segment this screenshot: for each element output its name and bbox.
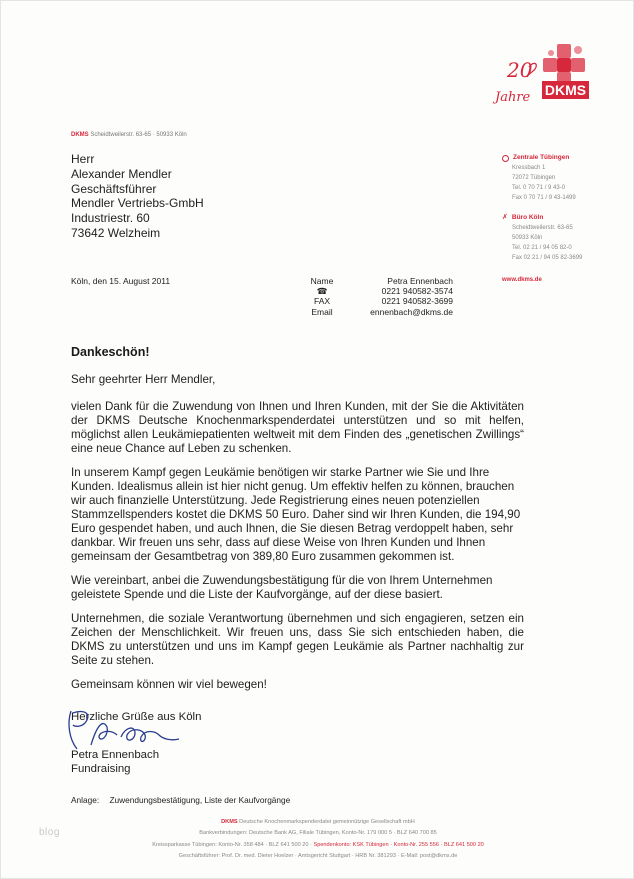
body-paragraph: vielen Dank für die Zuwendung von Ihnen und Ihren Kunden, mit der Sie die Aktivitäten der DKMS Deutsche Knochenmarkspenderdatei unterstützen und so mit helfen, möglichst allen Leukämiepatienten weltweit mit dem Finden des „genetischen Zwillings“ eine neue Chance auf Leben zu schenken. <box>71 400 524 455</box>
recipient-line: Herr <box>71 152 95 166</box>
office-koeln-details: Scheidtweilerstr. 63-65 50933 Köln Tel. 02 21 / 94 05 82-0 Fax 02 21 / 94 05 82-3699 <box>512 225 583 261</box>
salutation: Sehr geehrter Herr Mendler, <box>71 373 216 386</box>
body-paragraph: Unternehmen, die soziale Verantwortung übernehmen und sich engagieren, setzen ein Zeichen der Menschlichkeit. Wir freuen uns, dass Sie sich entschieden haben, die DKMS zu unterstützen und uns im Kampf gegen Leukämie als Partner nachhaltig zur Seite zu stehen. <box>71 612 524 667</box>
dkms-logo <box>489 41 599 111</box>
body-paragraph: Wie vereinbart, anbei die Zuwendungsbestätigung für die von Ihrem Unternehmen geleistete Spende und die Liste der Kaufvorgänge, auf der diese basiert. <box>71 574 493 601</box>
sender-return-address <box>71 132 187 138</box>
recipient-line: Mendler Vertriebs-GmbH <box>71 196 204 211</box>
contact-email[interactable]: ennenbach@dkms.de <box>370 306 453 317</box>
office-addresses <box>502 153 612 285</box>
footer-org: DKMS Deutsche Knochenmarkspenderdatei gemeinnützige Gesellschaft mbH <box>221 819 415 825</box>
recipient-line: Industriestr. 60 <box>71 211 150 226</box>
office-tuebingen-heading: Zentrale Tübingen <box>502 153 612 163</box>
footer-management-line: Geschäftsführer: Prof. Dr. med. Dieter Hoelzer · Amtsgericht Stuttgart · HRB Nr. 381293 · E-Mail: post@dkms.de <box>178 852 458 859</box>
circle-icon <box>502 155 509 162</box>
contact-block <box>291 276 453 317</box>
svg-text:DKMS: DKMS <box>544 82 587 98</box>
signer-name: Petra Ennenbach <box>71 749 160 761</box>
body-paragraph: In unserem Kampf gegen Leukämie benötigen wir starke Partner wie Sie und Ihre Kunden. Idealismus allein ist hier nicht genug. Um effektiv helfen zu können, brauchen wir auch finanzielle Unterstützung. Jede Registrierung eines neuen potenziellen Stammzellspenders kostet die DKMS 50 Euro. Daher sind wir Ihren Kunden, die 194,90 Euro gespendet haben, und auch Ihnen, die Sie diesen Betrag verdoppelt haben, sehr dankbar. Wir freuen uns sehr, dass auf diese Weise von Ihren Kunden und Ihnen gemeinsam der Gesamtbetrag von 389,80 Euro zusammen gekommen ist. <box>71 466 521 563</box>
enclosure-line <box>71 795 290 805</box>
sender-address: Scheidtweilerstr. 63-65 · 50933 Köln <box>90 132 187 138</box>
recipient-line: Alexander Mendler <box>71 166 172 181</box>
footer-bank-line-2: Kreissparkasse Tübingen: Konto-Nr. 358 484 · BLZ 641 500 20 · Spendenkonto: KSK Tübingen · Konto-Nr. 255 556 · BLZ 641 500 20 <box>152 841 484 848</box>
contact-row: FAX 0221 940582-3699 <box>313 296 453 307</box>
enclosure-items: Zuwendungsbestätigung, Liste der Kaufvorgänge <box>109 795 291 805</box>
recipient-line: Geschäftsführer <box>71 181 157 196</box>
letter-subject: Dankeschön! <box>71 345 150 359</box>
letter-date: Köln, den 15. August 2011 <box>71 276 171 286</box>
svg-text:20: 20 <box>507 58 533 82</box>
closing-greeting: Herzliche Grüße aus Köln <box>71 711 202 723</box>
website-link[interactable]: www.dkms.de <box>502 277 542 283</box>
enclosure-label: Anlage: <box>71 795 100 805</box>
recipient-line: 73642 Welzheim <box>71 225 161 240</box>
contact-row: ☎ 0221 940582-3574 <box>291 286 453 296</box>
contact-row: Name Petra Ennenbach <box>310 276 453 286</box>
signer-block <box>71 749 159 776</box>
svg-text:Jahre: Jahre <box>495 90 531 105</box>
footer-bank-line: Bankverbindungen: Deutsche Bank AG, Filiale Tübingen, Konto-Nr. 179 000 5 · BLZ 640 700 85 <box>199 830 437 837</box>
office-koeln-heading: ✗ Büro Köln <box>502 214 544 221</box>
handwritten-signature <box>63 705 183 753</box>
contact-row: Email ennenbach@dkms.de <box>311 306 453 317</box>
watermark: blog <box>39 827 60 838</box>
x-mark-icon: ✗ <box>502 214 508 221</box>
letter-footer <box>1 817 634 862</box>
recipient-address <box>71 152 204 241</box>
phone-icon: ☎ <box>316 286 328 297</box>
body-paragraph: Gemeinsam können wir viel bewegen! <box>71 678 267 691</box>
signer-department: Fundraising <box>71 762 131 775</box>
sender-brand: DKMS <box>71 132 89 138</box>
office-tuebingen-details: Kressbach 1 72072 Tübingen Tel. 0 70 71 / 9 43-0 Fax 0 70 71 / 9 43-1499 <box>512 165 576 201</box>
letter-body <box>71 373 524 702</box>
